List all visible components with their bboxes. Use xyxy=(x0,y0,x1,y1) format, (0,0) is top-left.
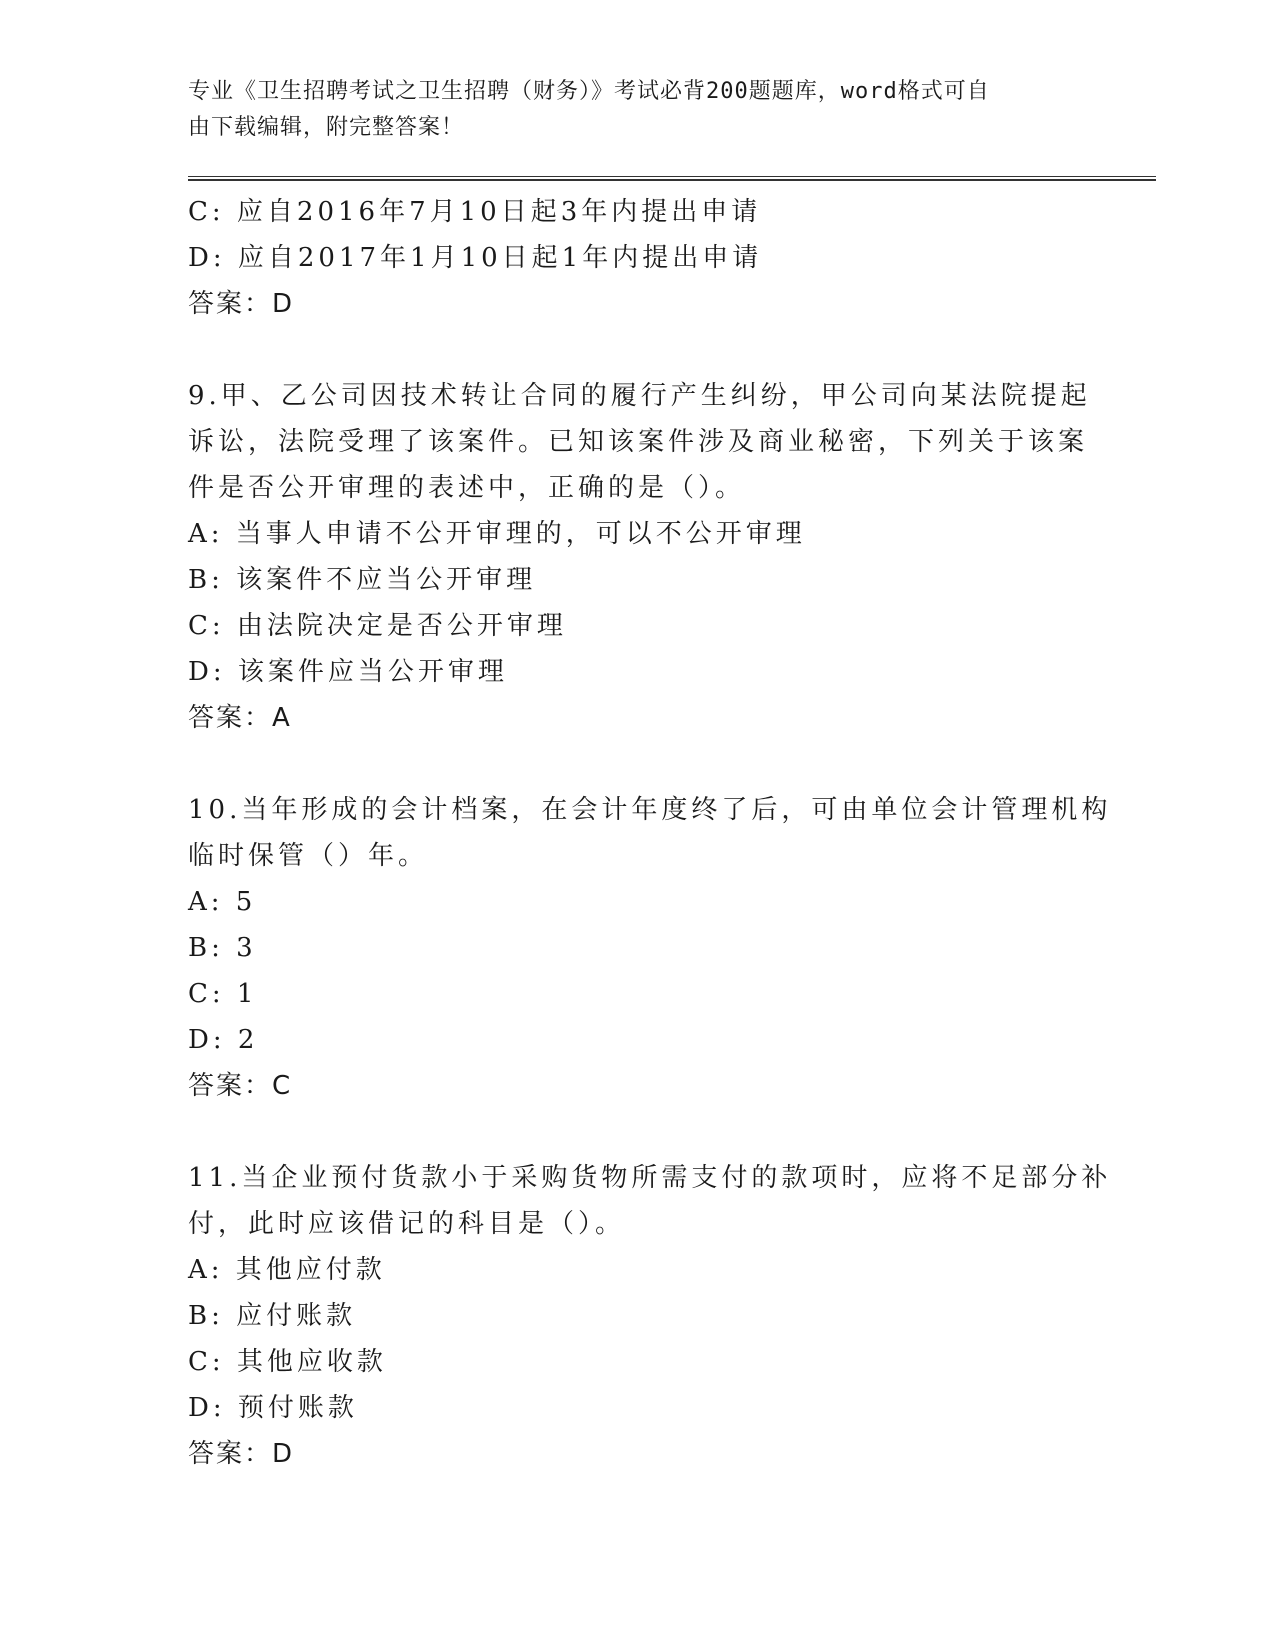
question-stem-line: 11.当企业预付货款小于采购货物所需支付的款项时，应将不足部分补 xyxy=(188,1163,1112,1193)
answer: 答案：C xyxy=(188,1071,293,1101)
question-stem-line: 10.当年形成的会计档案，在会计年度终了后，可由单位会计管理机构 xyxy=(188,795,1112,825)
answer: 答案：A xyxy=(188,703,292,733)
option-b: B: 该案件不应当公开审理 xyxy=(188,565,537,595)
option-d: D: 预付账款 xyxy=(188,1393,358,1423)
spacer xyxy=(188,1109,1168,1155)
option-b: B: 3 xyxy=(188,933,257,963)
option-d: D: 应自2017年1月10日起1年内提出申请 xyxy=(188,243,763,273)
option-a: A: 当事人申请不公开审理的，可以不公开审理 xyxy=(188,519,806,549)
option-d: D: 2 xyxy=(188,1025,259,1055)
question-stem-line: 付，此时应该借记的科目是（）。 xyxy=(188,1209,626,1239)
document-header xyxy=(188,74,1068,146)
answer: 答案：D xyxy=(188,1439,295,1469)
question-8 xyxy=(188,189,1168,327)
option-d: D: 该案件应当公开审理 xyxy=(188,657,508,687)
question-stem-line: 件是否公开审理的表述中，正确的是（）。 xyxy=(188,473,746,503)
question-stem-line: 临时保管（）年。 xyxy=(188,841,429,871)
option-c: C: 1 xyxy=(188,979,258,1009)
question-9 xyxy=(188,373,1168,741)
spacer xyxy=(188,741,1168,787)
question-stem-line: 9.甲、乙公司因技术转让合同的履行产生纠纷，甲公司向某法院提起 xyxy=(188,381,1091,411)
option-c: C: 应自2016年7月10日起3年内提出申请 xyxy=(188,197,762,227)
answer: 答案：D xyxy=(188,289,295,319)
header-line-1: 专业《卫生招聘考试之卫生招聘（财务）》考试必背200题题库，word格式可自 xyxy=(188,79,990,104)
header-line-2: 由下载编辑，附完整答案！ xyxy=(188,115,465,140)
question-10 xyxy=(188,787,1168,1109)
option-c: C: 其他应收款 xyxy=(188,1347,387,1377)
question-11 xyxy=(188,1155,1168,1477)
question-stem-line: 诉讼，法院受理了该案件。已知该案件涉及商业秘密，下列关于该案 xyxy=(188,427,1089,457)
spacer xyxy=(188,327,1168,373)
option-a: A: 其他应付款 xyxy=(188,1255,386,1285)
option-a: A: 5 xyxy=(188,887,257,917)
option-b: B: 应付账款 xyxy=(188,1301,357,1331)
question-list xyxy=(188,189,1168,1477)
option-c: C: 由法院决定是否公开审理 xyxy=(188,611,567,641)
header-divider xyxy=(188,176,1156,181)
